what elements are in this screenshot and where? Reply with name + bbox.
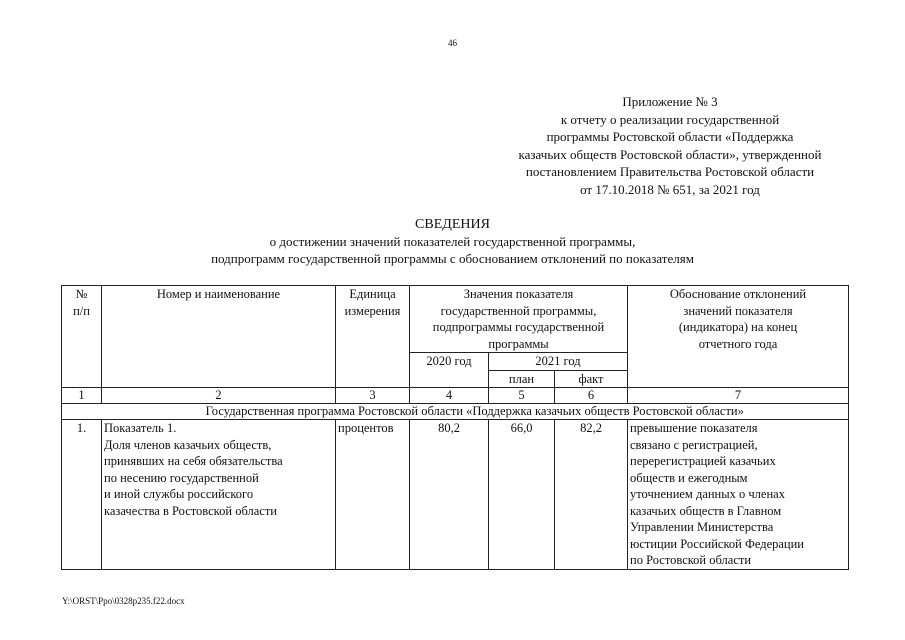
program-row-spacer [62,404,102,420]
appendix-line: программы Ростовской области «Поддержка [546,129,794,144]
row-num: 1. [62,420,102,570]
appendix-line: от 17.10.2018 № 651, за 2021 год [580,181,760,197]
header-plan: план [489,370,555,388]
document-subtitle: подпрограмм государственной программы с обоснованием отклонений по показателям [211,251,694,266]
row-value-plan: 66,0 [489,420,555,570]
header-unit: Единица измерения [336,286,410,388]
file-path-footer: Y:\ORST\Ppo\0328p235.f22.docx [62,596,185,606]
page-number: 46 [448,38,457,48]
appendix-line: постановлением Правительства Ростовской области [525,164,815,179]
header-year-prev: 2020 год [410,353,489,388]
column-number: 3 [336,388,410,404]
program-title: Государственная программа Ростовской области «Поддержка казачьих обществ Ростовской области» [102,404,849,420]
document-title: СВЕДЕНИЯ [415,217,490,232]
header-year-cur: 2021 год [489,353,628,371]
header-values: Значения показателя государственной программы, подпрограммы государственной программы [410,286,628,353]
document-subtitle: о достижении значений показателей государственной программы, [269,234,636,249]
row-value-2020: 80,2 [410,420,489,570]
row-value-fact: 82,2 [555,420,628,570]
row-unit: процентов [336,420,410,570]
table-row [62,420,849,570]
column-number: 7 [628,388,849,404]
column-number: 4 [410,388,489,404]
row-name: Показатель 1. Доля членов казачьих обществ, принявших на себя обязательства по несению государственной и иной службы российского казачества в Ростовской области [102,420,336,570]
column-number: 6 [555,388,628,404]
header-name: Номер и наименование [102,286,336,388]
indicators-table [61,285,849,570]
header-reason: Обоснование отклонений значений показателя (индикатора) на конец отчетного года [628,286,849,388]
header-num: № п/п [62,286,102,388]
column-number-row [62,388,849,404]
header-fact: факт [555,370,628,388]
appendix-line: Приложение № 3 [622,94,718,109]
appendix-line: к отчету о реализации государственной [560,111,780,127]
column-number: 5 [489,388,555,404]
appendix-line: казачьих обществ Ростовской области», утвержденной [518,146,822,162]
column-number: 1 [62,388,102,404]
appendix-header [470,93,870,198]
column-number: 2 [102,388,336,404]
program-row [62,404,849,420]
row-reason: превышение показателя связано с регистрацией, перерегистрацией казачьих обществ и ежегодным уточнением данных о членах казачьих обществ в Главном Управлении Министерства юстиции Российской Федерации по Ростовской области [628,420,849,570]
header-row [62,286,849,353]
document-heading [0,216,905,267]
